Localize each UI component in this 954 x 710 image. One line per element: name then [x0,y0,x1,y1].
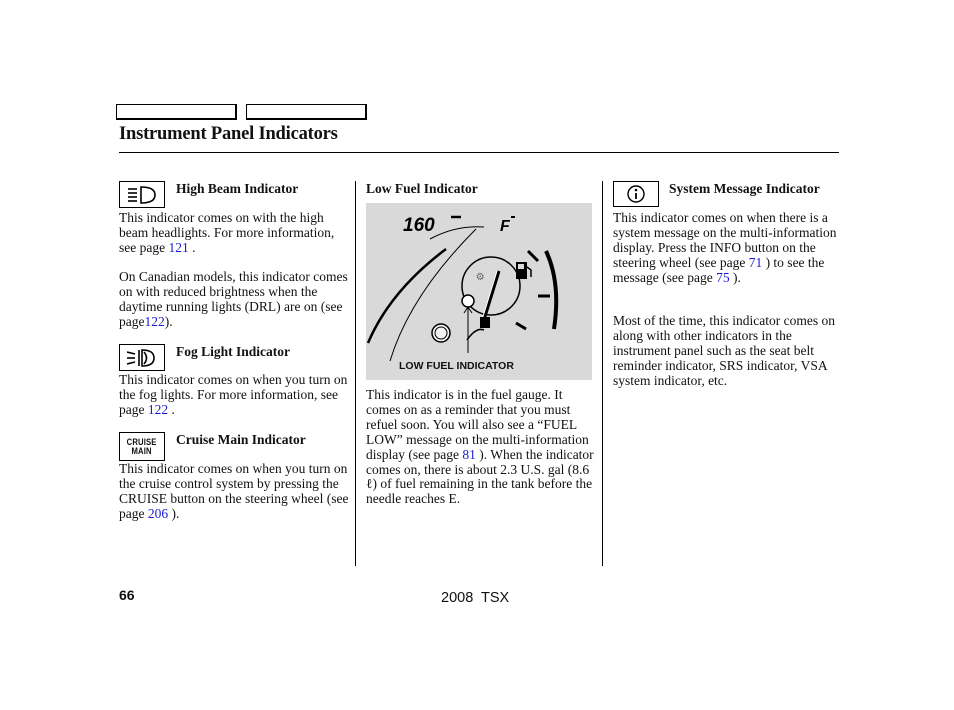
page-number: 66 [119,587,135,603]
page-link-81[interactable]: 81 [462,446,476,462]
high-beam-canada-note: On Canadian models, this indicator comes on with reduced brightness when the daytime running lights (DRL) are on (see page122). [119,269,348,329]
page-link-71[interactable]: 71 [748,254,763,270]
page-link-75[interactable]: 75 [716,269,730,285]
gauge-fuel-label: F [500,218,510,235]
page-link-206[interactable]: 206 [147,505,169,521]
column-divider-1 [355,181,356,566]
info-icon [613,181,659,207]
page-link-121[interactable]: 121 [168,239,189,255]
column-divider-2 [602,181,603,566]
high-beam-body: This indicator comes on with the high beam headlights. For more information, see page 121 . [119,210,335,255]
low-fuel-heading: Low Fuel Indicator [366,181,478,196]
footer-model: 2008 TSX [441,590,510,606]
system-message-body-2: Most of the time, this indicator comes on along with other indicators in the instrument panel such as the seat belt reminder indicator, SRS indicator, VSA system indicator, etc. [613,313,835,388]
gauge-caption: LOW FUEL INDICATOR [399,360,514,372]
page-link-122[interactable]: 122 [144,313,165,329]
nav-tab-1[interactable] [116,104,237,120]
fuel-pump-icon [516,262,531,279]
svg-text:⚙: ⚙ [473,270,488,285]
title-divider [119,152,839,153]
page-link-122-fog[interactable]: 122 [147,401,169,417]
high-beam-icon [119,181,165,208]
fuel-gauge-illustration [366,203,592,380]
low-fuel-body: This indicator is in the fuel gauge. It comes on as a reminder that you must refuel soon. You will also see a “FUEL LOW” message on the multi-information display (see page 81 ). When the indicator comes on, there is about 2.3 U.S. gal (8.6 ℓ) of fuel remaining in the tank before the needle reaches E. [366,387,594,507]
page-title: Instrument Panel Indicators [119,124,338,144]
high-beam-heading: High Beam Indicator [176,181,299,196]
cruise-main-body: This indicator comes on when you turn on the cruise control system by pressing the CRUISE button on the steering wheel (see page 206 ). [119,461,349,521]
cruise-main-heading: Cruise Main Indicator [176,432,306,447]
nav-tab-2[interactable] [246,104,367,120]
system-message-body: This indicator comes on when there is a system message on the multi-information display. Press the INFO button on the steering wheel (see page 71 ) to see the message (see page 75 ). [613,210,837,285]
fog-light-icon [119,344,165,371]
system-message-heading: System Message Indicator [669,181,820,196]
cruise-main-icon: CRUISE MAIN [119,432,165,461]
fog-light-heading: Fog Light Indicator [176,344,291,359]
gauge-speed-label: 160 [403,215,435,236]
fog-light-body: This indicator comes on when you turn on the fog lights. For more information, see page 122 . [119,372,348,417]
